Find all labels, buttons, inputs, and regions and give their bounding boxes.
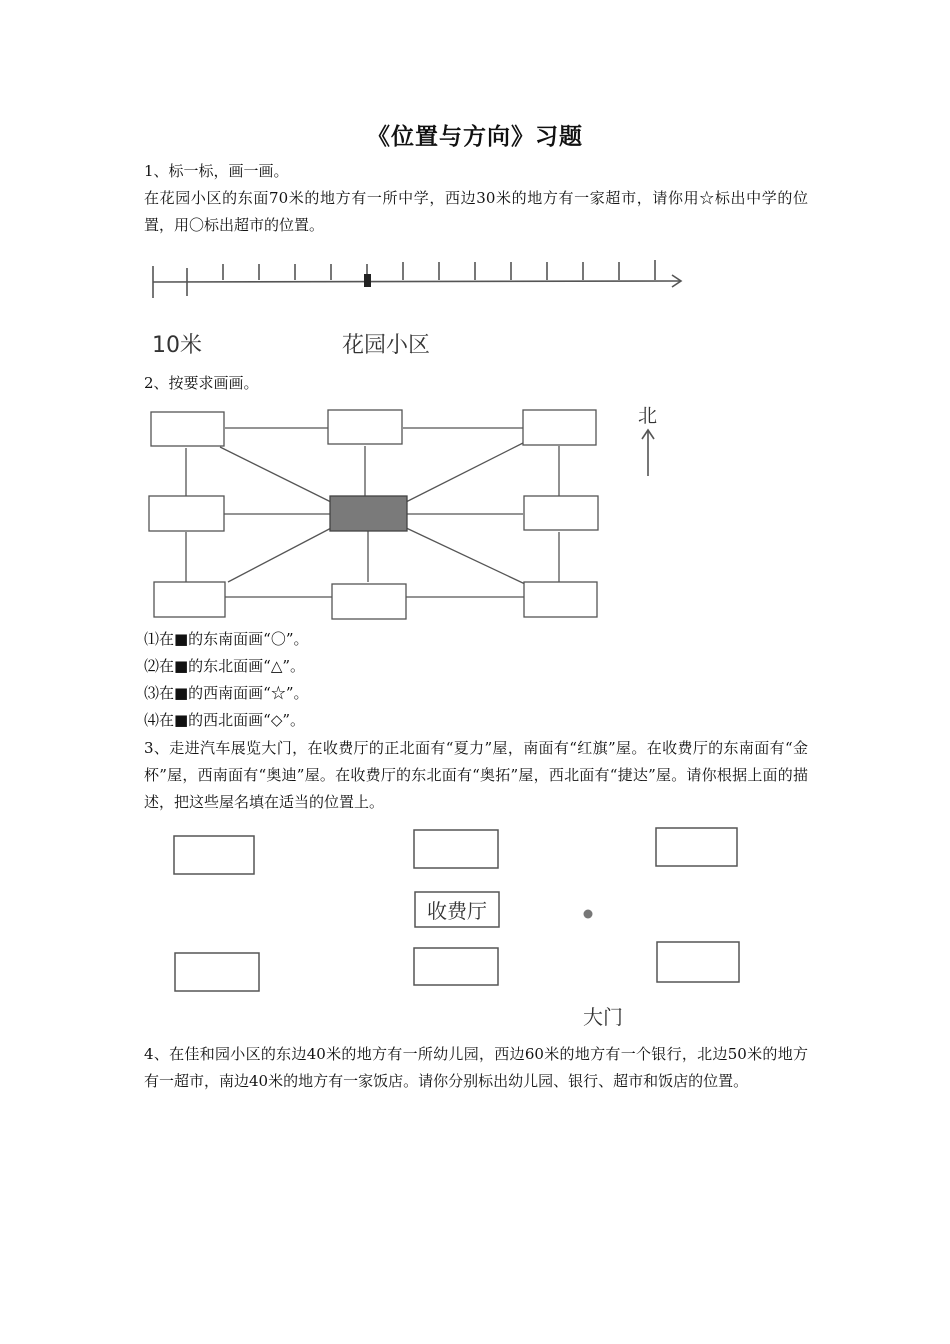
house-southwest-box	[175, 953, 259, 991]
q2-item-4: ⑷在■的西北面画“◇”。	[144, 711, 306, 729]
box-west	[149, 496, 224, 531]
q2-item-2: ⑵在■的东北面画“△”。	[144, 657, 306, 675]
toll-booth-label: 收费厅	[427, 899, 487, 923]
box-north	[328, 410, 402, 444]
q1-number-line-figure	[140, 252, 700, 364]
dot-marker	[584, 910, 593, 919]
house-south-box	[414, 948, 498, 985]
box-southeast	[524, 582, 597, 617]
house-northeast-box	[656, 828, 737, 866]
page-title: 《位置与方向》习题	[367, 123, 583, 150]
north-label: 北	[638, 405, 658, 427]
box-south	[332, 584, 406, 619]
q2-heading: 2、按要求画画。	[144, 374, 259, 392]
garden-community-marker	[364, 274, 371, 287]
house-northwest-box	[174, 836, 254, 874]
center-square	[330, 496, 407, 531]
q1-heading: 1、标一标，画一画。	[144, 162, 289, 180]
box-northeast	[523, 410, 596, 445]
garden-community-label: 花园小区	[342, 333, 431, 358]
box-east	[524, 496, 598, 530]
q4-text: 4、在佳和园小区的东边40米的地方有一所幼儿园，西边60米的地方有一个银行，北边50米的地方有一超市，南边40米的地方有一家饭店。请你分别标出幼儿园、银行、超市和饭店的位置。	[144, 1045, 808, 1090]
q2-item-3: ⑶在■的西南面画“☆”。	[144, 684, 309, 702]
gate-label: 大门	[583, 1005, 623, 1029]
q3-text: 3、走进汽车展览大门，在收费厅的正北面有“夏力”屋，南面有“红旗”屋。在收费厅的东南面有“金杯”屋，西南面有“奥迪”屋。在收费厅的东北面有“奥拓”屋，西北面有“捷达”屋。请你根据上面的描述，把这些屋名填在适当的位置上。	[144, 739, 808, 811]
q1-text: 在花园小区的东面70米的地方有一所中学，西边30米的地方有一家超市，请你用☆标出中学的位置，用〇标出超市的位置。	[144, 189, 808, 234]
q2-grid-figure	[140, 400, 680, 625]
q2-item-1: ⑴在■的东南面画“〇”。	[144, 630, 309, 648]
number-line	[153, 281, 680, 282]
house-southeast-box	[657, 942, 739, 982]
box-northwest	[151, 412, 224, 446]
house-north-box	[414, 830, 498, 868]
scale-label: 10米	[152, 333, 202, 358]
north-arrow	[642, 430, 654, 476]
box-southwest	[154, 582, 225, 617]
q3-exhibition-figure	[160, 820, 760, 1040]
